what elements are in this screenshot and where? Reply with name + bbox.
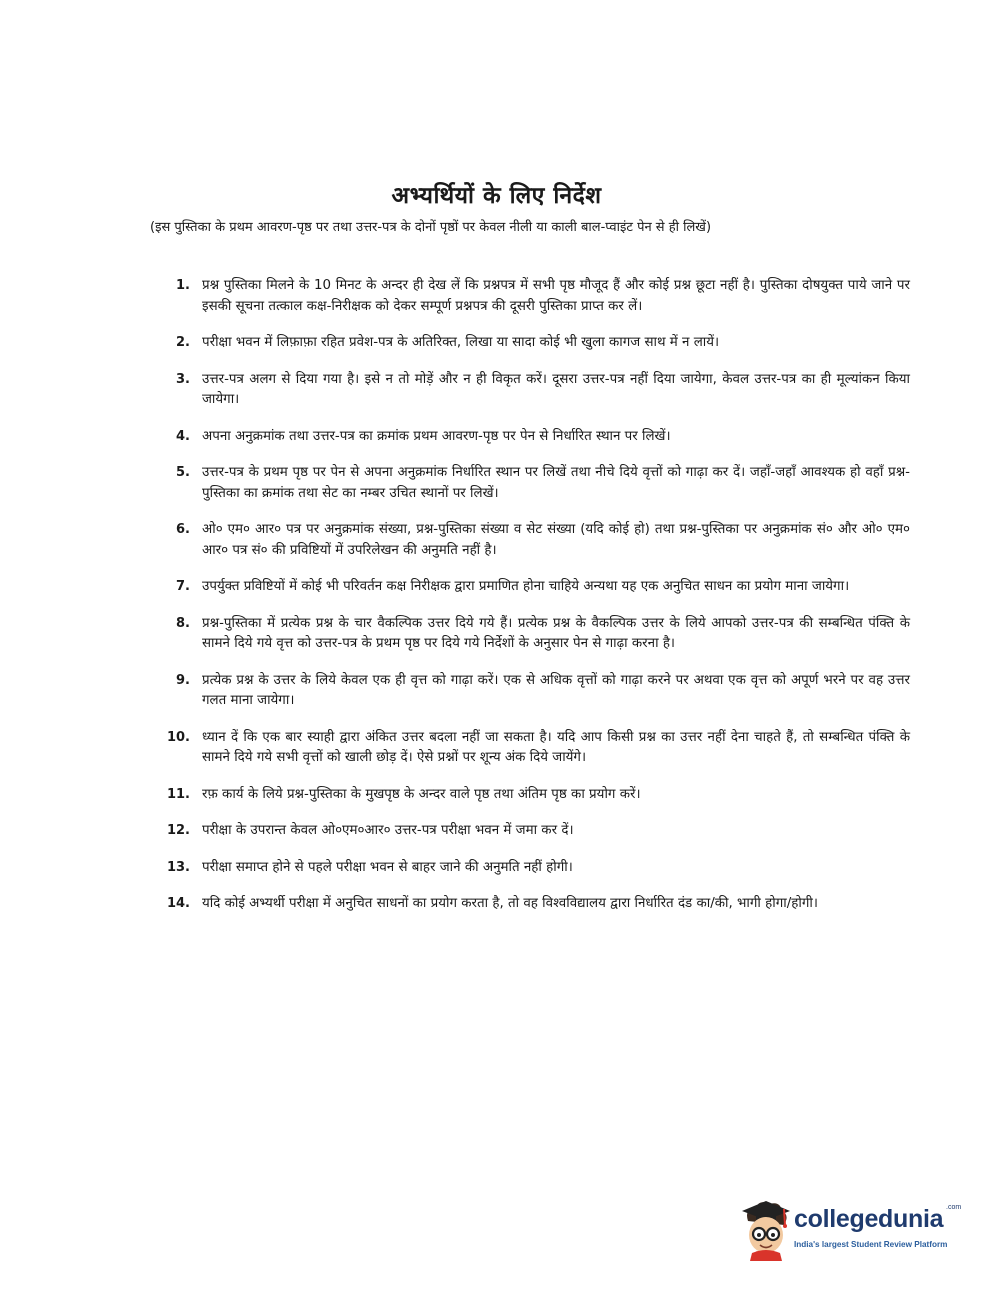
instruction-text: यदि कोई अभ्यर्थी परीक्षा में अनुचित साधनों का प्रयोग करता है, तो वह विश्वविद्यालय द्वारा निर्धारित दंड का/की, भागी होगा/होगी।: [202, 896, 818, 911]
instruction-item: [150, 614, 910, 655]
instruction-item: [150, 858, 910, 879]
page-title: अभ्यर्थियों के लिए निर्देश: [391, 183, 602, 209]
instruction-item: [150, 894, 910, 915]
instruction-text: उत्तर-पत्र अलग से दिया गया है। इसे न तो मोड़ें और न ही विकृत करें। दूसरा उत्तर-पत्र नहीं दिया जायेगा, केवल उत्तर-पत्र का ही मूल्यांकन किया जायेगा।: [202, 371, 910, 407]
instruction-number: 2.: [176, 335, 190, 350]
instruction-text: परीक्षा भवन में लिफ़ाफ़ा रहित प्रवेश-पत्र के अतिरिक्त, लिखा या सादा कोई भी खुला कागज साथ में न लायें।: [202, 335, 720, 350]
instruction-item: [150, 370, 910, 411]
instruction-item: [150, 785, 910, 806]
instruction-number: 14.: [166, 896, 190, 911]
instruction-text: परीक्षा के उपरान्त केवल ओ०एम०आर० उत्तर-पत्र परीक्षा भवन में जमा कर दें।: [202, 823, 574, 838]
instruction-item: [150, 728, 910, 769]
instruction-number: 6.: [176, 522, 190, 537]
instruction-number: 5.: [176, 465, 190, 480]
instruction-item: [150, 463, 910, 504]
instruction-item: [150, 671, 910, 712]
instruction-number: 7.: [176, 579, 190, 594]
instruction-number: 8.: [176, 615, 190, 631]
instruction-text: परीक्षा समाप्त होने से पहले परीक्षा भवन से बाहर जाने की अनुमति नहीं होगी।: [202, 859, 573, 875]
logo-brand-text: collegedunia: [794, 1205, 944, 1233]
instruction-number: 4.: [176, 428, 190, 444]
page-subtitle: (इस पुस्तिका के प्रथम आवरण-पृष्ठ पर तथा उत्तर-पत्र के दोनों पृष्ठों पर केवल नीली या काली बाल-प्वाइंट पेन से ही लिखें): [150, 220, 712, 235]
instruction-text: उपर्युक्त प्रविष्टियों में कोई भी परिवर्तन कक्ष निरीक्षक द्वारा प्रमाणित होना चाहिये अन्यथा यह एक अनुचित साधन का प्रयोग माना जायेगा।: [202, 579, 850, 594]
instruction-text: ओ० एम० आर० पत्र पर अनुक्रमांक संख्या, प्रश्न-पुस्तिका संख्या व सेट संख्या (यदि कोई हो) तथा प्रश्न-पुस्तिका पर अनुक्रमांक सं० और ओ० एम० आर० पत्र सं० की प्रविष्टियों में उपरिलेखन की अनुमति नहीं है।: [202, 522, 910, 558]
instruction-number: 3.: [176, 371, 190, 387]
instruction-item: [150, 821, 910, 842]
instruction-number: 10.: [166, 729, 190, 745]
instruction-text: अपना अनुक्रमांक तथा उत्तर-पत्र का क्रमांक प्रथम आवरण-पृष्ठ पर पेन से निर्धारित स्थान पर लिखें।: [202, 428, 671, 444]
instruction-item: [150, 577, 910, 598]
instruction-item: [150, 520, 910, 561]
instruction-number: 12.: [166, 823, 190, 838]
instruction-text: प्रश्न पुस्तिका मिलने के 10 मिनट के अन्दर ही देख लें कि प्रश्नपत्र में सभी पृष्ठ मौजूद हैं और कोई प्रश्न छूटा नहीं है। पुस्तिका दोषयुक्त पाये जाने पर इसकी सूचना तत्काल कक्ष-निरीक्षक को देकर सम्पूर्ण प्रश्नपत्र की दूसरी पुस्तिका प्राप्त कर लें।: [202, 278, 910, 314]
instruction-item: [150, 276, 910, 317]
logo-tagline: India's largest Student Review Platform: [794, 1240, 948, 1249]
collegedunia-logo: [738, 1195, 960, 1261]
instruction-text: प्रश्न-पुस्तिका में प्रत्येक प्रश्न के चार वैकल्पिक उत्तर दिये गये हैं। प्रत्येक प्रश्न के वैकल्पिक उत्तर के लिये आपको उत्तर-पत्र की सम्बन्धित पंक्ति के सामने दिये गये वृत्त को उत्तर-पत्र के प्रथम पृष्ठ पर दिये गये निर्देशों के अनुसार पेन से गाढ़ा करना है।: [202, 615, 910, 651]
instruction-text: प्रत्येक प्रश्न के उत्तर के लिये केवल एक ही वृत्त को गाढ़ा करें। एक से अधिक वृत्तों को गाढ़ा करने पर अथवा एक वृत्त को अपूर्ण भरने पर वह उत्तर गलत माना जायेगा।: [202, 672, 910, 708]
instruction-number: 11.: [166, 786, 190, 802]
logo-domain-text: .com: [946, 1204, 962, 1211]
instruction-item: [150, 333, 910, 354]
instruction-text: रफ़ कार्य के लिये प्रश्न-पुस्तिका के मुखपृष्ठ के अन्दर वाले पृष्ठ तथा अंतिम पृष्ठ का प्रयोग करें।: [202, 786, 641, 802]
instruction-number: 1.: [176, 278, 190, 293]
instruction-item: [150, 427, 910, 448]
instructions-list: [150, 276, 910, 931]
instruction-text: उत्तर-पत्र के प्रथम पृष्ठ पर पेन से अपना अनुक्रमांक निर्धारित स्थान पर लिखें तथा नीचे दिये वृत्तों को गाढ़ा कर दें। जहाँ-जहाँ आवश्यक हो वहाँ प्रश्न-पुस्तिका का क्रमांक तथा सेट का नम्बर उचित स्थानों पर लिखें।: [202, 465, 910, 501]
instruction-number: 13.: [166, 859, 190, 875]
instruction-text: ध्यान दें कि एक बार स्याही द्वारा अंकित उत्तर बदला नहीं जा सकता है। यदि आप किसी प्रश्न का उत्तर नहीं देना चाहते हैं, तो सम्बन्धित पंक्ति के सामने दिये गये सभी वृत्तों को खाली छोड़ दें। ऐसे प्रश्नों पर शून्य अंक दिये जायेंगे।: [202, 729, 910, 765]
instruction-number: 9.: [176, 672, 190, 688]
mascot-graduation-cap-icon: [738, 1195, 794, 1261]
